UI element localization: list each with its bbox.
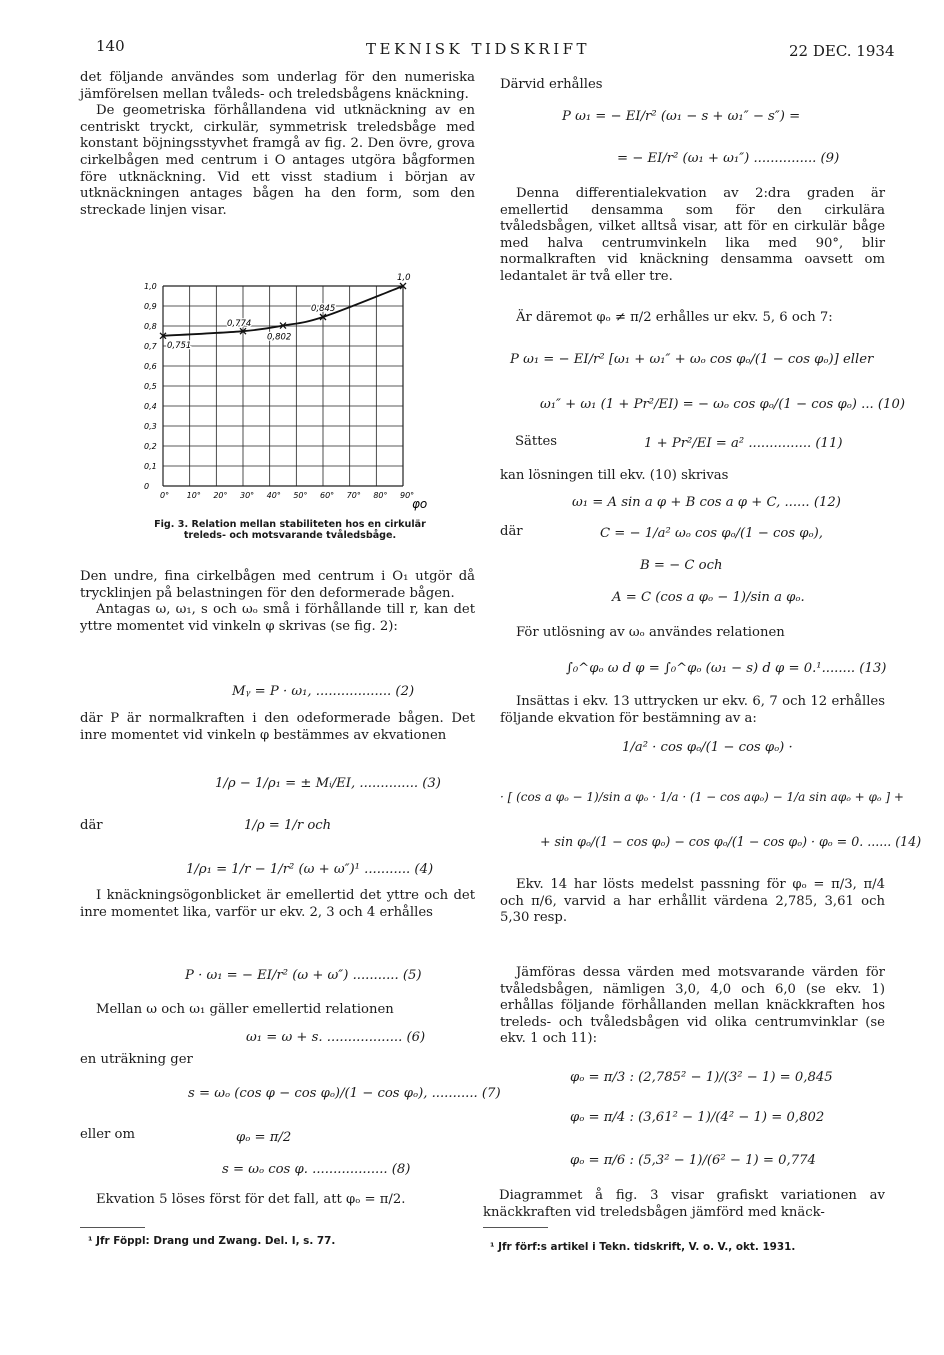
equation-3b: 1/ρ = 1/r och <box>244 818 332 833</box>
y-tick-label: 0,3 <box>144 422 157 431</box>
caption-line: treleds- och motsvarande tvåledsbåge. <box>183 530 397 541</box>
right-text-p7 <box>500 877 885 927</box>
paragraph: Diagrammet å fig. 3 visar grafiskt variationen av knäckkraften vid treledsbågen jämförd med knäck- <box>483 1188 885 1220</box>
equation-9: = − EI/r² (ω₁ + ω₁″) ............... (9) <box>617 151 840 166</box>
y-tick-label: 0 <box>144 482 150 491</box>
left-text-mid <box>80 569 475 635</box>
paragraph: Mellan ω och ω₁ gäller emellertid relationen <box>96 1002 394 1017</box>
right-text-p1 <box>500 77 885 94</box>
right-text-p4 <box>500 468 885 485</box>
label-dar: där <box>80 818 103 833</box>
equation-a: P ω₁ = − EI/r² (ω₁ − s + ω₁″ − s″) = <box>562 109 801 124</box>
right-text-p9 <box>483 1188 885 1221</box>
data-points <box>160 273 411 351</box>
footnote-rule <box>80 1227 145 1228</box>
ratio-row: φₒ = π/4 : (3,61² − 1)/(4² − 1) = 0,802 <box>570 1110 825 1125</box>
y-tick-label: 0,8 <box>144 322 157 331</box>
label-sattes: Sättes <box>515 434 558 449</box>
data-label: 0,751 <box>167 340 192 351</box>
y-tick-label: 0,9 <box>144 302 157 311</box>
equation-14b: · [ (cos a φₒ − 1)/sin a φₒ · 1/a · (1 − cos aφₒ) − 1/a sin aφₒ + φₒ ] + <box>500 790 904 804</box>
y-tick-label: 0,4 <box>144 402 157 411</box>
data-label: 0,774 <box>227 319 252 330</box>
right-text-p6 <box>500 694 885 727</box>
left-text-p7 <box>80 1002 475 1019</box>
x-tick-label: 30° <box>240 491 255 500</box>
figure-caption <box>140 519 440 541</box>
x-tick-label: 90° <box>400 491 415 500</box>
right-text-p8 <box>500 965 885 1048</box>
data-label: 1,0 <box>397 273 411 283</box>
equation-7: s = ωₒ (cos φ − cos φₒ)/(1 − cos φₒ), ........... (7) <box>188 1086 501 1101</box>
paragraph: I knäckningsögonblicket är emellertid det yttre och det inre momentet lika, varför ur ekv. 2, 3 och 4 erhålles <box>80 888 475 920</box>
series-line <box>163 286 403 336</box>
x-tick-label: 80° <box>373 491 388 500</box>
paragraph: De geometriska förhållandena vid utknäckning av en centriskt tryckt, cirkulär, symmetrisk treledsbåge med konstant böjningsstyvhet framgå av fig. 2. Den övre, grova cirkelbågen med centrum i O antages utgöra bågformen före utknäckning. Vid ett visst stadium i början av utknäckningen antages bågen ha den form, som den streckade linjen visar. <box>80 103 475 218</box>
caption-line: Fig. 3. Relation mellan stabiliteten hos en cirkulär <box>154 519 426 530</box>
equation-c: C = − 1/a² ωₒ cos φₒ/(1 − cos φₒ), <box>600 526 823 541</box>
paragraph: Ekvation 5 löses först för det fall, att φₒ = π/2. <box>96 1192 406 1207</box>
x-tick-label: 20° <box>213 491 228 500</box>
paragraph: Denna differentialekvation av 2:dra graden är emellertid densamma som för den cirkulära tvåledsbågen, vilket alltså visar, att för en cirkulär båge med halva centrumvinkeln lika med 90°, blir normalkraften vid knäckning densamma oavsett om ledantalet är två eller tre. <box>500 186 885 284</box>
equation-4: 1/ρ₁ = 1/r − 1/r² (ω + ω″)¹ ........... (4) <box>186 862 434 877</box>
y-tick-label: 0,7 <box>144 342 157 351</box>
paragraph: Insättas i ekv. 13 uttrycken ur ekv. 6, 7 och 12 erhålles följande ekvation för bestämning av a: <box>500 694 885 726</box>
equation-7b: φₒ = π/2 <box>236 1130 292 1145</box>
paragraph: där P är normalkraften i den odeformerade bågen. Det inre momentet vid vinkeln φ bestämmes av ekvationen <box>80 711 475 743</box>
equation-2: Mᵧ = P · ω₁, .................. (2) <box>232 684 415 699</box>
y-tick-label: 1,0 <box>144 282 157 291</box>
footnote-right: ¹ Jfr förf:s artikel i Tekn. tidskrift, V. o. V., okt. 1931. <box>490 1241 796 1253</box>
ratio-row: φₒ = π/3 : (2,785² − 1)/(3² − 1) = 0,845 <box>570 1070 833 1085</box>
x-tick-label: 50° <box>293 491 308 500</box>
equation-8: s = ωₒ cos φ. .................. (8) <box>222 1162 411 1177</box>
y-tick-labels <box>144 282 158 491</box>
paragraph: Därvid erhålles <box>500 77 603 92</box>
x-tick-label: 70° <box>346 491 361 500</box>
paragraph: Ekv. 14 har lösts medelst passning för φₒ = π/3, π/4 och π/6, varvid a har erhållit värdena 2,785, 3,61 och 5,30 resp. <box>500 877 885 926</box>
x-tick-label: 10° <box>186 491 201 500</box>
left-text-p5 <box>80 711 475 744</box>
label-dar-right: där <box>500 524 523 539</box>
paragraph: För utlösning av ωₒ användes relationen <box>516 625 785 640</box>
equation-11: 1 + Pr²/EI = a² ............... (11) <box>644 436 843 451</box>
x-axis-label: φo <box>412 497 428 511</box>
equation-6: ω₁ = ω + s. .................. (6) <box>246 1030 426 1045</box>
left-text-top <box>80 70 475 219</box>
footnote-left: ¹ Jfr Föppl: Drang und Zwang. Del. I, s. 77. <box>88 1235 336 1247</box>
paragraph: Den undre, fina cirkelbågen med centrum i O₁ utgör då trycklinjen på belastningen för den deformerade bågen. <box>80 569 475 601</box>
chart-grid <box>163 286 403 486</box>
figure-3-chart <box>140 272 440 517</box>
equation-5: P · ω₁ = − EI/r² (ω + ω″) ........... (5) <box>185 968 422 983</box>
ratio-row: φₒ = π/6 : (5,3² − 1)/(6² − 1) = 0,774 <box>570 1153 816 1168</box>
y-tick-label: 0,6 <box>144 362 157 371</box>
equation-12: ω₁ = A sin a φ + B cos a φ + C, ...... (12) <box>572 495 841 510</box>
right-text-p3 <box>500 310 885 327</box>
paragraph: det följande användes som underlag för den numeriska jämförelsen mellan tvåleds- och treledsbågens knäckning. <box>80 70 475 102</box>
equation-13: ∫₀^φₒ ω d φ = ∫₀^φₒ (ω₁ − s) d φ = 0.¹........ (13) <box>566 661 887 676</box>
x-tick-label: 60° <box>320 491 335 500</box>
paragraph: Antagas ω, ω₁, s och ωₒ små i förhållande till r, kan det yttre momentet vid vinkeln φ skrivas (se fig. 2): <box>80 602 475 634</box>
y-tick-label: 0,1 <box>144 462 157 471</box>
equation-e: A = C (cos a φₒ − 1)/sin a φₒ. <box>612 590 805 605</box>
label-en-utrakning: en uträkning ger <box>80 1052 193 1067</box>
x-tick-label: 0° <box>160 491 170 500</box>
right-text-p5 <box>500 625 885 642</box>
label-eller-om: eller om <box>80 1127 135 1142</box>
paragraph: kan lösningen till ekv. (10) skrivas <box>500 468 729 483</box>
journal-title: TEKNISK TIDSKRIFT <box>366 40 591 58</box>
equation-3: 1/ρ − 1/ρ₁ = ± Mᵢ/EI, .............. (3) <box>215 776 441 791</box>
y-tick-label: 0,2 <box>144 442 157 451</box>
equation-14a: 1/a² · cos φₒ/(1 − cos φₒ) · <box>622 740 793 755</box>
equation-d: B = − C och <box>640 558 723 573</box>
x-tick-labels <box>160 491 414 500</box>
left-text-p9 <box>80 1192 475 1209</box>
footnote-rule <box>483 1227 548 1228</box>
paragraph: Jämföras dessa värden med motsvarande värden för tvåledsbågen, nämligen 3,0, 4,0 och 6,0 (se ekv. 1) erhållas följande förhållanden mellan knäckkraften hos treleds- och tvåledsbågen vid olika centrumvinklar (se ekv. 1 och 11): <box>500 965 885 1047</box>
x-tick-label: 40° <box>266 491 281 500</box>
paragraph: Är däremot φₒ ≠ π/2 erhålles ur ekv. 5, 6 och 7: <box>516 310 833 325</box>
y-tick-label: 0,5 <box>144 382 157 391</box>
equation-b: P ω₁ = − EI/r² [ω₁ + ω₁″ + ωₒ cos φₒ/(1 − cos φₒ)] eller <box>510 352 874 367</box>
left-text-p6 <box>80 888 475 921</box>
equation-10: ω₁″ + ω₁ (1 + Pr²/EI) = − ωₒ cos φₒ/(1 − cos φₒ) ... (10) <box>540 397 905 412</box>
page-number: 140 <box>96 37 125 55</box>
data-label: 0,802 <box>267 332 292 343</box>
issue-date: 22 DEC. 1934 <box>789 42 895 60</box>
equation-14c: + sin φₒ/(1 − cos φₒ) − cos φₒ/(1 − cos φₒ) · φₒ = 0. ...... (14) <box>540 834 922 849</box>
data-label: 0,845 <box>311 304 336 314</box>
right-text-p2 <box>500 186 885 286</box>
